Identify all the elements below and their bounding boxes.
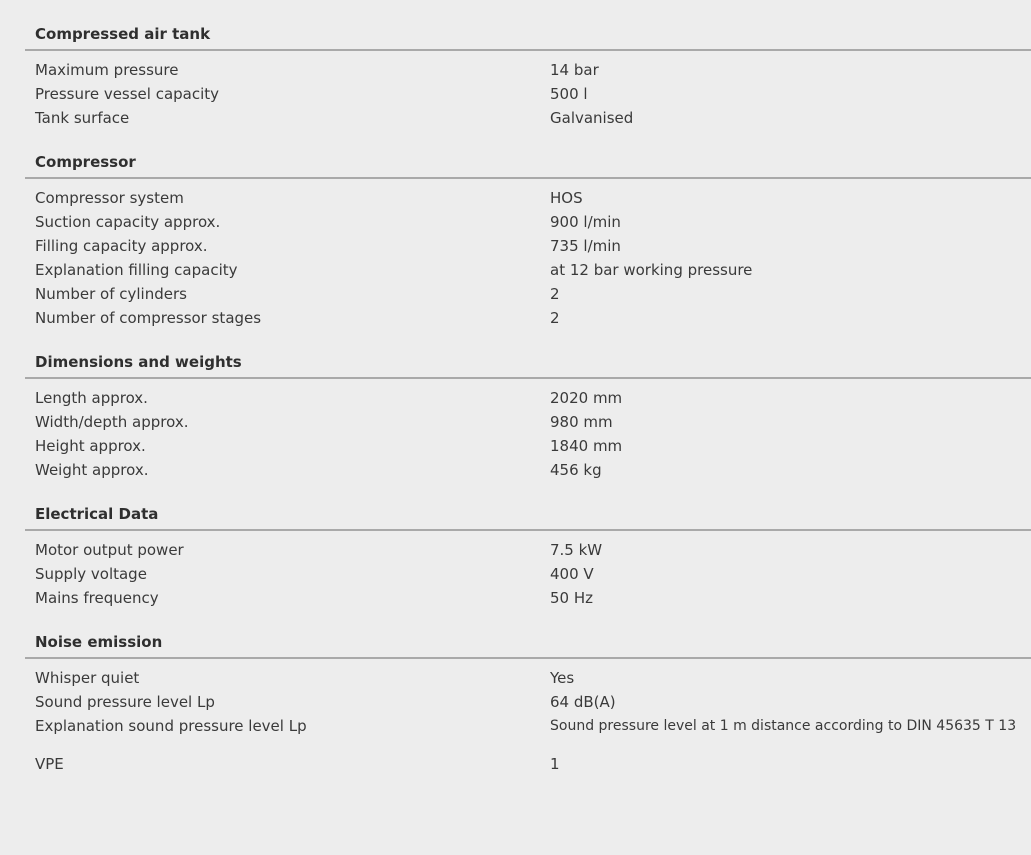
spec-row — [25, 410, 1031, 434]
spec-row — [25, 586, 1031, 610]
section-electrical-data — [25, 500, 1031, 610]
spec-label: Width/depth approx. — [35, 413, 189, 431]
spec-label: Explanation sound pressure level Lp — [35, 717, 307, 735]
spec-value: at 12 bar working pressure — [550, 261, 753, 279]
section-title: Electrical Data — [25, 500, 1031, 531]
spec-label: VPE — [35, 755, 64, 773]
spec-row — [25, 186, 1031, 210]
spec-row-vpe — [25, 752, 1031, 776]
spec-value: 2020 mm — [550, 389, 623, 407]
spec-table — [25, 20, 1031, 776]
spec-value: 456 kg — [550, 461, 602, 479]
spec-row — [25, 386, 1031, 410]
spec-value: 7.5 kW — [550, 541, 603, 559]
spec-value: HOS — [550, 189, 583, 207]
spec-row — [25, 58, 1031, 82]
spec-label: Explanation filling capacity — [35, 261, 238, 279]
spec-row — [25, 258, 1031, 282]
spec-label: Number of compressor stages — [35, 309, 262, 327]
spec-label: Number of cylinders — [35, 285, 187, 303]
section-title: Dimensions and weights — [25, 348, 1031, 379]
spec-row — [25, 714, 1031, 738]
spec-value: 1840 mm — [550, 437, 623, 455]
spec-label: Filling capacity approx. — [35, 237, 208, 255]
spec-row — [25, 234, 1031, 258]
section-dimensions-and-weights — [25, 348, 1031, 482]
spec-label: Supply voltage — [35, 565, 147, 583]
spec-label: Mains frequency — [35, 589, 159, 607]
spec-label: Tank surface — [35, 109, 130, 127]
spec-value: 400 V — [550, 565, 594, 583]
spec-label: Height approx. — [35, 437, 146, 455]
spec-row — [25, 666, 1031, 690]
spec-row — [25, 690, 1031, 714]
spec-row — [25, 434, 1031, 458]
spec-row — [25, 562, 1031, 586]
spec-row — [25, 538, 1031, 562]
spec-value: 1 — [550, 755, 560, 773]
spec-label: Length approx. — [35, 389, 148, 407]
spec-value: 900 l/min — [550, 213, 621, 231]
section-noise-emission — [25, 628, 1031, 738]
section-title: Compressed air tank — [25, 20, 1031, 51]
spec-label: Suction capacity approx. — [35, 213, 221, 231]
spec-label: Compressor system — [35, 189, 184, 207]
spec-value: 50 Hz — [550, 589, 594, 607]
spec-value: Yes — [550, 669, 575, 687]
section-title: Compressor — [25, 148, 1031, 179]
spec-row — [25, 458, 1031, 482]
spec-label: Pressure vessel capacity — [35, 85, 220, 103]
spec-value: Sound pressure level at 1 m distance according to DIN 45635 T 13 — [550, 718, 1017, 734]
spec-value: 2 — [550, 285, 560, 303]
spec-row — [25, 210, 1031, 234]
section-compressor — [25, 148, 1031, 330]
spec-label: Motor output power — [35, 541, 184, 559]
spec-value: 735 l/min — [550, 237, 621, 255]
spec-row — [25, 82, 1031, 106]
spec-row — [25, 106, 1031, 130]
spec-value: Galvanised — [550, 109, 634, 127]
spec-label: Whisper quiet — [35, 669, 140, 687]
spec-label: Sound pressure level Lp — [35, 693, 215, 711]
spec-label: Maximum pressure — [35, 61, 179, 79]
spec-value: 14 bar — [550, 61, 599, 79]
spec-value: 64 dB(A) — [550, 693, 616, 711]
section-title: Noise emission — [25, 628, 1031, 659]
section-compressed-air-tank — [25, 20, 1031, 130]
spec-row — [25, 306, 1031, 330]
spec-value: 2 — [550, 309, 560, 327]
spec-label: Weight approx. — [35, 461, 149, 479]
spec-value: 500 l — [550, 85, 588, 103]
spec-value: 980 mm — [550, 413, 613, 431]
spec-row — [25, 282, 1031, 306]
